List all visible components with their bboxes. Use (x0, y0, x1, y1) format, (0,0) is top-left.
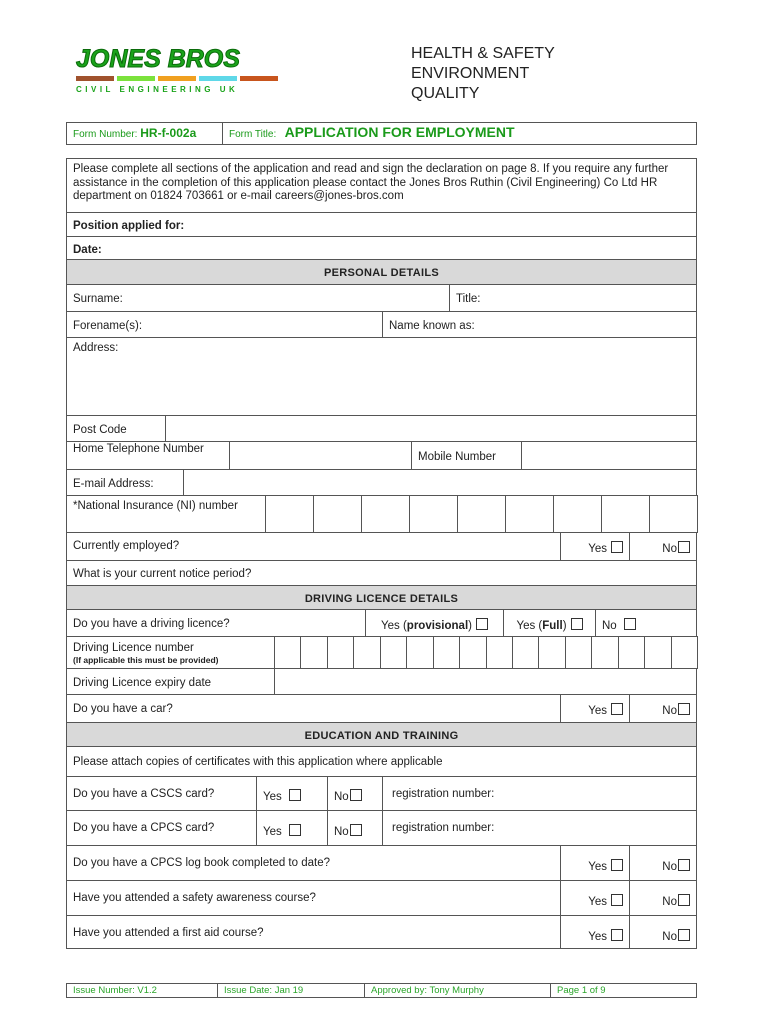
personal-details-header: PERSONAL DETAILS (66, 259, 697, 285)
licence-char-box[interactable] (565, 636, 592, 669)
cpcs-yes[interactable] (256, 810, 328, 846)
form-title: APPLICATION FOR EMPLOYMENT (284, 124, 515, 140)
address-field[interactable]: Address: (66, 337, 697, 416)
cscs-no[interactable] (327, 776, 383, 811)
ni-digit-box[interactable] (313, 495, 362, 533)
home-tel-label: Home Telephone Number (66, 441, 230, 470)
firstaid-label: Have you attended a first aid course? (66, 915, 561, 949)
education-header: EDUCATION AND TRAINING (66, 722, 697, 747)
licence-char-box[interactable] (459, 636, 486, 669)
footer-issue-date: Issue Date: Jan 19 (217, 983, 365, 998)
intro-text: Please complete all sections of the application and read and sign the declaration on page 8. If you require any further assistance in the completion of this application please contact the Jones Bros Ruthin (Civil Engineering) Co Ltd HR department on 01824 703661 or e-mail careers@jones-bros.com (66, 158, 697, 213)
driving-licence-label: Do you have a driving licence? (66, 609, 366, 637)
licence-char-box[interactable] (538, 636, 565, 669)
postcode-input[interactable] (165, 415, 697, 442)
ni-digit-box[interactable] (553, 495, 602, 533)
logbook-label: Do you have a CPCS log book completed to date? (66, 845, 561, 881)
employed-yes[interactable] (560, 532, 630, 561)
safety-yes[interactable] (560, 880, 630, 916)
checkbox[interactable] (289, 789, 301, 801)
mobile-label: Mobile Number (411, 441, 522, 470)
footer-issue-number: Issue Number: V1.2 (66, 983, 218, 998)
yes-label: Yes (263, 826, 282, 838)
licence-char-box[interactable] (671, 636, 698, 669)
licence-char-box[interactable] (433, 636, 460, 669)
notice-period-field[interactable]: What is your current notice period? (66, 560, 697, 586)
checkbox[interactable] (611, 541, 623, 553)
form-number-label: Form Number: (73, 129, 138, 140)
paren: ) (468, 620, 472, 632)
paren: ) (562, 620, 567, 632)
employed-label: Currently employed? (66, 532, 561, 561)
ni-digit-box[interactable] (457, 495, 506, 533)
form-number: HR-f-002a (140, 126, 197, 140)
checkbox[interactable] (289, 824, 301, 836)
footer-approved-by: Approved by: Tony Murphy (364, 983, 551, 998)
form-number-cell (66, 122, 223, 145)
form-title-cell (222, 122, 697, 145)
attach-note: Please attach copies of certificates with this application where applicable (66, 746, 697, 777)
cscs-reg-field[interactable]: registration number: (382, 776, 697, 811)
licence-number-text: Driving Licence number (73, 642, 194, 654)
licence-char-box[interactable] (591, 636, 618, 669)
cpcs-reg-field[interactable]: registration number: (382, 810, 697, 846)
yes-label: Yes ( (516, 620, 543, 632)
cscs-yes[interactable] (256, 776, 328, 811)
firstaid-no[interactable] (629, 915, 697, 949)
yes-label: Yes (588, 543, 607, 555)
no-label: No (662, 896, 677, 908)
expiry-label: Driving Licence expiry date (66, 668, 275, 695)
safety-label: Have you attended a safety awareness course? (66, 880, 561, 916)
no-label: No (602, 620, 617, 632)
date-field[interactable]: Date: (66, 236, 697, 260)
header-line: ENVIRONMENT (411, 65, 530, 82)
yes-label: Yes ( (381, 620, 407, 632)
ni-digit-box[interactable] (601, 495, 650, 533)
checkbox[interactable] (611, 703, 623, 715)
driving-licence-header: DRIVING LICENCE DETAILS (66, 585, 697, 610)
licence-char-box[interactable] (486, 636, 513, 669)
licence-char-box[interactable] (618, 636, 645, 669)
checkbox[interactable] (350, 789, 362, 801)
car-label: Do you have a car? (66, 694, 561, 723)
checkbox[interactable] (678, 859, 690, 871)
employed-no[interactable] (629, 532, 697, 561)
yes-label: Yes (588, 705, 607, 717)
email-input[interactable] (183, 469, 697, 496)
licence-char-box[interactable] (274, 636, 301, 669)
no-label: No (334, 791, 349, 803)
ni-digit-box[interactable] (649, 495, 698, 533)
checkbox[interactable] (611, 894, 623, 906)
checkbox[interactable] (350, 824, 362, 836)
checkbox[interactable] (624, 618, 636, 630)
safety-no[interactable] (629, 880, 697, 916)
licence-number-note: (If applicable this must be provided) (73, 655, 219, 665)
no-label: No (334, 826, 349, 838)
checkbox[interactable] (678, 929, 690, 941)
checkbox[interactable] (611, 859, 623, 871)
checkbox[interactable] (678, 894, 690, 906)
ni-digit-box[interactable] (505, 495, 554, 533)
full-label: Full (542, 620, 563, 632)
licence-char-box[interactable] (353, 636, 380, 669)
licence-char-box[interactable] (512, 636, 539, 669)
expiry-input[interactable] (274, 668, 697, 695)
checkbox[interactable] (476, 618, 488, 630)
mobile-input[interactable] (521, 441, 697, 470)
forename-field[interactable]: Forename(s): (66, 311, 383, 338)
checkbox[interactable] (571, 618, 583, 630)
header-line: QUALITY (411, 85, 480, 102)
known-as-field[interactable]: Name known as: (382, 311, 697, 338)
checkbox[interactable] (678, 541, 690, 553)
no-label: No (662, 931, 677, 943)
no-label: No (662, 861, 677, 873)
cpcs-no[interactable] (327, 810, 383, 846)
yes-label: Yes (588, 896, 607, 908)
title-field[interactable]: Title: (449, 284, 697, 312)
car-no[interactable] (629, 694, 697, 723)
licence-char-box[interactable] (380, 636, 407, 669)
licence-char-box[interactable] (406, 636, 433, 669)
licence-char-box[interactable] (644, 636, 671, 669)
logbook-no[interactable] (629, 845, 697, 881)
surname-field[interactable]: Surname: (66, 284, 450, 312)
yes-label: Yes (588, 931, 607, 943)
cpcs-label: Do you have a CPCS card? (66, 810, 257, 846)
company-logo (76, 44, 286, 100)
licence-full[interactable] (503, 609, 596, 637)
cscs-label: Do you have a CSCS card? (66, 776, 257, 811)
no-label: No (662, 543, 677, 555)
position-field[interactable]: Position applied for: (66, 212, 697, 237)
postcode-label: Post Code (66, 415, 166, 442)
ni-digit-box[interactable] (409, 495, 458, 533)
form-title-label: Form Title: (229, 129, 277, 140)
no-label: No (662, 705, 677, 717)
licence-no[interactable] (595, 609, 697, 637)
home-tel-input[interactable] (229, 441, 412, 470)
footer-page-number: Page 1 of 9 (550, 983, 697, 998)
logo-name: JONES BROS (76, 45, 240, 73)
email-label: E-mail Address: (66, 469, 184, 496)
header-right (411, 44, 555, 104)
logo-tagline: CIVIL ENGINEERING UK (76, 85, 239, 94)
ni-label: *National Insurance (NI) number (66, 495, 266, 533)
licence-number-label (66, 636, 275, 669)
licence-provisional[interactable] (365, 609, 504, 637)
checkbox[interactable] (678, 703, 690, 715)
checkbox[interactable] (611, 929, 623, 941)
ni-digit-box[interactable] (361, 495, 410, 533)
firstaid-yes[interactable] (560, 915, 630, 949)
yes-label: Yes (263, 791, 282, 803)
header-line: HEALTH & SAFETY (411, 45, 555, 62)
yes-label: Yes (588, 861, 607, 873)
car-yes[interactable] (560, 694, 630, 723)
ni-digit-box[interactable] (265, 495, 314, 533)
licence-char-box[interactable] (327, 636, 354, 669)
logbook-yes[interactable] (560, 845, 630, 881)
provisional-label: provisional (406, 620, 469, 632)
licence-char-box[interactable] (300, 636, 327, 669)
